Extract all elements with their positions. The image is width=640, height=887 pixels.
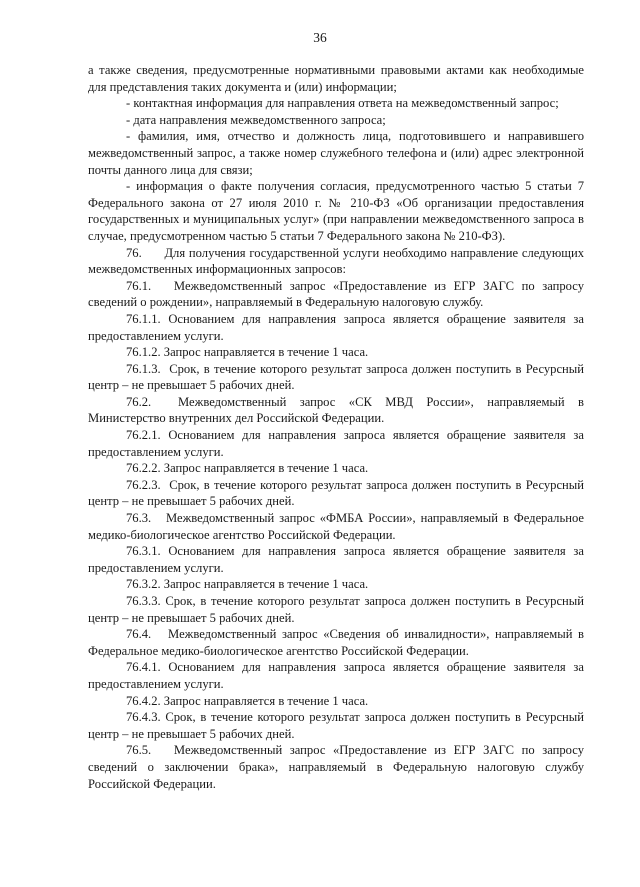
clause-76-1-3: 76.1.3. Срок, в течение которого результат запроса должен поступить в Ресурсный центр – не превышает 5 рабочих дней. [88,361,584,393]
clause-76-4-1: 76.4.1. Основанием для направления запроса является обращение заявителя за предоставлением услуги. [88,660,584,691]
clause-76-1: 76.1. Межведомственный запрос «Предоставление из ЕГР ЗАГС по запросу сведений о рождении», направляемый в Федеральную налоговую службу. [88,278,584,310]
paragraph-continuation: а также сведения, предусмотренные нормативными правовыми актами как необходимые для представления таких документа и (или) информации; [88,63,584,94]
clause-76-1-1: 76.1.1. Основанием для направления запроса является обращение заявителя за предоставлением услуги. [88,311,584,343]
list-item-responsible-person: - фамилия, имя, отчество и должность лица, подготовившего и направившего межведомственный запрос, а также номер служебного телефона и (или) адрес электронной почты данного лица для связи; [88,129,584,177]
clause-76-2-3: 76.2.3. Срок, в течение которого результат запроса должен поступить в Ресурсный центр – не превышает 5 рабочих дней. [88,477,584,509]
clause-76-2-1: 76.2.1. Основанием для направления запроса является обращение заявителя за предоставлением услуги. [88,428,584,459]
list-item-consent-info: - информация о факте получения согласия, предусмотренного частью 5 статьи 7 Федерального закона от 27 июля 2010 г. № 210-ФЗ «Об организации предоставления государственных и муниципальных услуг» (при направлении межведомственного запроса в случае, предусмотренном частью 5 статьи 7 Федерального закона № 210-ФЗ). [88,179,584,243]
clause-76-4: 76.4. Межведомственный запрос «Сведения об инвалидности», направляемый в Федеральное медико-биологическое агентство Российской Федерации. [88,627,584,658]
clause-76-2: 76.2. Межведомственный запрос «СК МВД России», направляемый в Министерство внутренних дел Российской Федерации. [88,394,584,426]
list-item-request-date: - дата направления межведомственного запроса; [126,112,386,127]
clause-76-5: 76.5. Межведомственный запрос «Предоставление из ЕГР ЗАГС по запросу сведений о заключении брака», направляемый в Федеральную налоговую службу Российской Федерации. [88,743,584,791]
clause-76-4-3: 76.4.3. Срок, в течение которого результат запроса должен поступить в Ресурсный центр – не превышает 5 рабочих дней. [88,710,584,741]
list-item-contact-info: - контактная информация для направления ответа на межведомственный запрос; [126,96,559,111]
document-body [88,62,584,792]
clause-76-3-2: 76.3.2. Запрос направляется в течение 1 часа. [126,577,369,592]
clause-76-1-2: 76.1.2. Запрос направляется в течение 1 часа. [126,345,369,360]
clause-76: 76. Для получения государственной услуги необходимо направление следующих межведомственных информационных запросов: [88,245,584,277]
clause-76-3-1: 76.3.1. Основанием для направления запроса является обращение заявителя за предоставлением услуги. [88,544,584,575]
clause-76-3: 76.3. Межведомственный запрос «ФМБА России», направляемый в Федеральное медико-биологическое агентство Российской Федерации. [88,511,584,542]
page-number: 36 [313,30,327,45]
clause-76-2-2: 76.2.2. Запрос направляется в течение 1 часа. [126,461,369,476]
clause-76-4-2: 76.4.2. Запрос направляется в течение 1 часа. [126,693,369,708]
clause-76-3-3: 76.3.3. Срок, в течение которого результат запроса должен поступить в Ресурсный центр – не превышает 5 рабочих дней. [88,594,584,625]
